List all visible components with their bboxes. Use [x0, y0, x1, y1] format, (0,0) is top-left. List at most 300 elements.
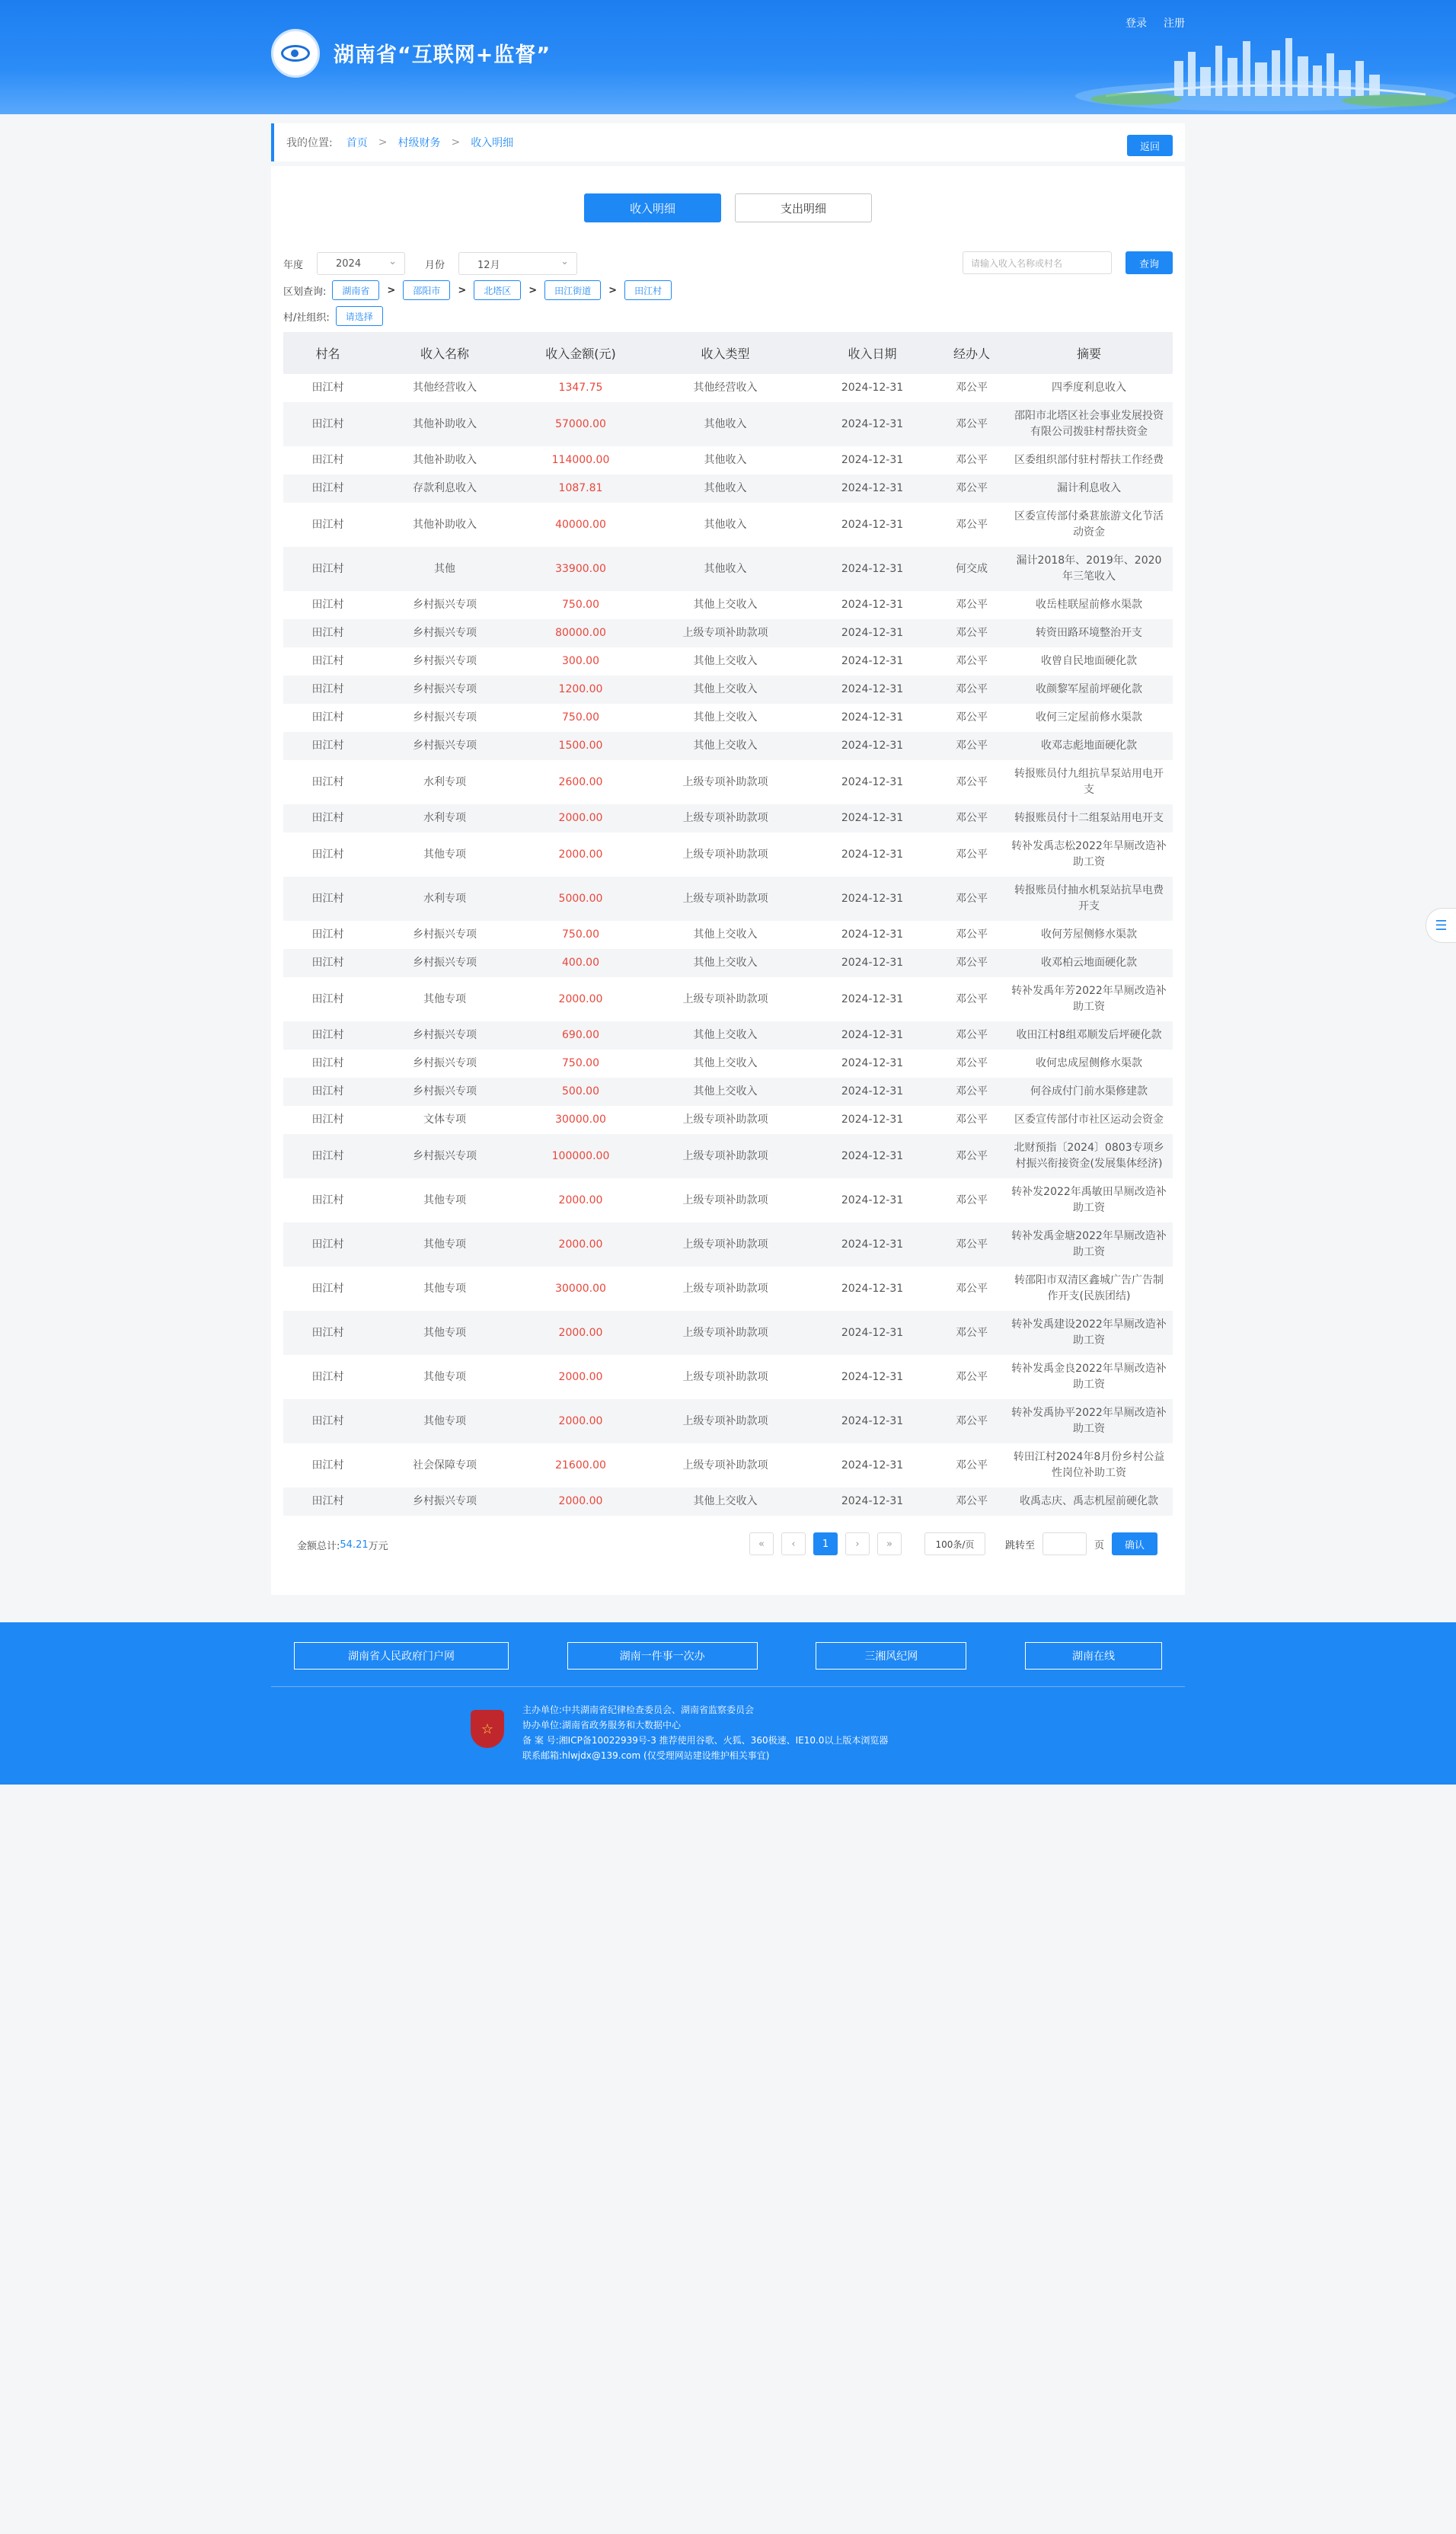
summary-cell: 转报账员付十二组泵站用电开支 — [1005, 804, 1173, 832]
income-type-cell: 上级专项补助款项 — [644, 1222, 806, 1267]
region-tag-district[interactable]: 北塔区 — [474, 280, 521, 300]
amount-cell: 1347.75 — [517, 374, 644, 402]
income-type-cell: 其他上交收入 — [644, 704, 806, 732]
date-cell: 2024-12-31 — [806, 804, 938, 832]
amount-cell: 30000.00 — [517, 1267, 644, 1311]
total-value: 54.21 — [340, 1539, 369, 1551]
region-separator: > — [528, 284, 538, 296]
village-cell: 田江村 — [283, 647, 372, 676]
handler-cell: 邓公平 — [938, 977, 1005, 1021]
summary-cell: 转报账员付抽水机泵站抗旱电费开支 — [1005, 877, 1173, 921]
footer-link-sanxiang[interactable]: 三湘风纪网 — [816, 1642, 966, 1670]
table-row — [283, 949, 1173, 977]
handler-cell: 邓公平 — [938, 1443, 1005, 1487]
handler-cell: 邓公平 — [938, 676, 1005, 704]
amount-cell: 2000.00 — [517, 1311, 644, 1355]
village-cell: 田江村 — [283, 704, 372, 732]
handler-cell: 邓公平 — [938, 1311, 1005, 1355]
village-cell: 田江村 — [283, 1078, 372, 1106]
page-unit-label: 页 — [1094, 1539, 1104, 1551]
date-cell: 2024-12-31 — [806, 1050, 938, 1078]
handler-cell: 邓公平 — [938, 921, 1005, 949]
summary-cell: 收邓志彪地面硬化款 — [1005, 732, 1173, 760]
income-name-cell: 乡村振兴专项 — [372, 1134, 517, 1178]
income-type-cell: 上级专项补助款项 — [644, 1399, 806, 1443]
page-number-button[interactable]: 1 — [813, 1532, 838, 1555]
village-cell: 田江村 — [283, 446, 372, 475]
amount-cell: 2000.00 — [517, 1399, 644, 1443]
table-row — [283, 503, 1173, 547]
income-name-cell: 其他专项 — [372, 1311, 517, 1355]
amount-cell: 690.00 — [517, 1021, 644, 1050]
income-type-cell: 上级专项补助款项 — [644, 977, 806, 1021]
site-header — [0, 0, 1456, 114]
village-cell: 田江村 — [283, 877, 372, 921]
village-cell: 田江村 — [283, 832, 372, 877]
summary-cell: 转田江村2024年8月份乡村公益性岗位补助工资 — [1005, 1443, 1173, 1487]
search-input[interactable]: 请输入收入名称或村名 — [963, 251, 1112, 274]
breadcrumb-label: 我的位置: — [286, 137, 333, 149]
date-cell: 2024-12-31 — [806, 1267, 938, 1311]
handler-cell: 邓公平 — [938, 1355, 1005, 1399]
handler-cell: 邓公平 — [938, 1078, 1005, 1106]
month-label: 月份 — [425, 259, 445, 271]
region-separator: > — [608, 284, 618, 296]
summary-cell: 收田江村8组邓顺发后坪硬化款 — [1005, 1021, 1173, 1050]
column-header: 经办人 — [938, 332, 1005, 374]
date-cell: 2024-12-31 — [806, 475, 938, 503]
table-row — [283, 832, 1173, 877]
date-cell: 2024-12-31 — [806, 1178, 938, 1222]
handler-cell: 邓公平 — [938, 1399, 1005, 1443]
income-type-cell: 上级专项补助款项 — [644, 760, 806, 804]
summary-cell: 漏计利息收入 — [1005, 475, 1173, 503]
amount-cell: 750.00 — [517, 704, 644, 732]
village-cell: 田江村 — [283, 804, 372, 832]
chevron-down-icon: ⌄ — [560, 256, 570, 267]
summary-cell: 转资田路环境整治开支 — [1005, 619, 1173, 647]
income-name-cell: 其他经营收入 — [372, 374, 517, 402]
year-label: 年度 — [283, 259, 304, 271]
pagination — [749, 1532, 1157, 1555]
register-link[interactable]: 注册 — [1164, 18, 1185, 30]
handler-cell: 邓公平 — [938, 1222, 1005, 1267]
date-cell: 2024-12-31 — [806, 704, 938, 732]
amount-cell: 5000.00 — [517, 877, 644, 921]
year-select[interactable] — [317, 252, 405, 275]
income-name-cell: 其他补助收入 — [372, 503, 517, 547]
village-cell: 田江村 — [283, 1106, 372, 1134]
amount-cell: 57000.00 — [517, 402, 644, 446]
amount-cell: 750.00 — [517, 1050, 644, 1078]
amount-cell: 750.00 — [517, 921, 644, 949]
table-row — [283, 1134, 1173, 1178]
date-cell: 2024-12-31 — [806, 1355, 938, 1399]
village-cell: 田江村 — [283, 1050, 372, 1078]
income-name-cell: 乡村振兴专项 — [372, 1021, 517, 1050]
table-row — [283, 921, 1173, 949]
income-type-cell: 其他上交收入 — [644, 647, 806, 676]
summary-cell: 收何芳屋侧修水渠款 — [1005, 921, 1173, 949]
income-type-cell: 其他上交收入 — [644, 1078, 806, 1106]
back-button[interactable]: 返回 — [1127, 135, 1173, 156]
footer-link-one-thing[interactable]: 湖南一件事一次办 — [567, 1642, 758, 1670]
amount-cell: 100000.00 — [517, 1134, 644, 1178]
village-cell: 田江村 — [283, 1311, 372, 1355]
jump-page-input[interactable] — [1043, 1532, 1087, 1555]
amount-cell: 40000.00 — [517, 503, 644, 547]
date-cell: 2024-12-31 — [806, 446, 938, 475]
village-cell: 田江村 — [283, 591, 372, 619]
date-cell: 2024-12-31 — [806, 1106, 938, 1134]
income-name-cell: 乡村振兴专项 — [372, 732, 517, 760]
footer-icp: 备 案 号:湘ICP备10022939号-3 推荐使用谷歌、火狐、360极速、IE10.0以上版本浏览器 — [522, 1735, 889, 1746]
summary-cell: 收颜黎军屋前坪硬化款 — [1005, 676, 1173, 704]
first-page-button[interactable]: « — [749, 1532, 774, 1555]
income-name-cell: 其他补助收入 — [372, 402, 517, 446]
date-cell: 2024-12-31 — [806, 1078, 938, 1106]
income-type-cell: 其他上交收入 — [644, 1021, 806, 1050]
amount-cell: 2000.00 — [517, 977, 644, 1021]
tab-income-detail[interactable]: 收入明细 — [584, 193, 721, 222]
column-header: 收入日期 — [806, 332, 938, 374]
income-type-cell: 其他上交收入 — [644, 1050, 806, 1078]
village-cell: 田江村 — [283, 374, 372, 402]
income-name-cell: 乡村振兴专项 — [372, 676, 517, 704]
amount-cell: 1200.00 — [517, 676, 644, 704]
summary-cell: 漏计2018年、2019年、2020年三笔收入 — [1005, 547, 1173, 591]
income-name-cell: 文体专项 — [372, 1106, 517, 1134]
summary-cell: 区委组织部付驻村帮扶工作经费 — [1005, 446, 1173, 475]
table-row — [283, 877, 1173, 921]
total-label: 金额总计: — [297, 1540, 340, 1552]
summary-cell: 区委宣传部付桑葚旅游文化节活动资金 — [1005, 503, 1173, 547]
village-cell: 田江村 — [283, 732, 372, 760]
income-name-cell: 乡村振兴专项 — [372, 1078, 517, 1106]
breadcrumb-separator: > — [451, 136, 461, 149]
page-size-select[interactable]: 100条/页 — [924, 1532, 985, 1555]
handler-cell: 邓公平 — [938, 1106, 1005, 1134]
income-name-cell: 其他专项 — [372, 1355, 517, 1399]
handler-cell: 邓公平 — [938, 591, 1005, 619]
table-row — [283, 475, 1173, 503]
income-name-cell: 水利专项 — [372, 877, 517, 921]
income-type-cell: 上级专项补助款项 — [644, 1355, 806, 1399]
login-link[interactable]: 登录 — [1126, 18, 1147, 30]
breadcrumb — [271, 123, 1185, 161]
date-cell: 2024-12-31 — [806, 949, 938, 977]
date-cell: 2024-12-31 — [806, 732, 938, 760]
income-table — [283, 332, 1173, 1516]
income-name-cell: 其他专项 — [372, 1222, 517, 1267]
income-name-cell: 其他专项 — [372, 1399, 517, 1443]
table-row — [283, 760, 1173, 804]
village-cell: 田江村 — [283, 1443, 372, 1487]
handler-cell: 邓公平 — [938, 832, 1005, 877]
region-separator: > — [458, 284, 467, 296]
handler-cell: 邓公平 — [938, 1021, 1005, 1050]
income-type-cell: 其他收入 — [644, 402, 806, 446]
amount-cell: 2600.00 — [517, 760, 644, 804]
month-select-value: 12月 — [477, 259, 500, 271]
village-cell: 田江村 — [283, 977, 372, 1021]
table-row — [283, 1178, 1173, 1222]
region-tag-city[interactable]: 邵阳市 — [403, 280, 450, 300]
village-cell: 田江村 — [283, 676, 372, 704]
amount-cell: 2000.00 — [517, 1222, 644, 1267]
table-row — [283, 402, 1173, 446]
date-cell: 2024-12-31 — [806, 503, 938, 547]
side-toolbar-list-icon[interactable]: ☰ — [1426, 908, 1456, 943]
table-row — [283, 1222, 1173, 1267]
income-type-cell: 上级专项补助款项 — [644, 1134, 806, 1178]
handler-cell: 邓公平 — [938, 949, 1005, 977]
income-type-cell: 上级专项补助款项 — [644, 1311, 806, 1355]
date-cell: 2024-12-31 — [806, 547, 938, 591]
summary-cell: 转补发禹协平2022年旱厕改造补助工资 — [1005, 1399, 1173, 1443]
handler-cell: 邓公平 — [938, 704, 1005, 732]
income-type-cell: 上级专项补助款项 — [644, 619, 806, 647]
income-type-cell: 其他上交收入 — [644, 732, 806, 760]
summary-cell: 收何忠成屋侧修水渠款 — [1005, 1050, 1173, 1078]
table-row — [283, 1355, 1173, 1399]
summary-cell: 转补发禹志松2022年旱厕改造补助工资 — [1005, 832, 1173, 877]
handler-cell: 邓公平 — [938, 732, 1005, 760]
income-type-cell: 其他上交收入 — [644, 949, 806, 977]
table-row — [283, 1487, 1173, 1516]
amount-cell: 2000.00 — [517, 832, 644, 877]
income-name-cell: 其他专项 — [372, 832, 517, 877]
handler-cell: 邓公平 — [938, 503, 1005, 547]
amount-cell: 1500.00 — [517, 732, 644, 760]
summary-cell: 收岳桂联屋前修水渠款 — [1005, 591, 1173, 619]
amount-cell: 2000.00 — [517, 1487, 644, 1516]
income-name-cell: 乡村振兴专项 — [372, 647, 517, 676]
prev-page-button[interactable]: ‹ — [781, 1532, 806, 1555]
date-cell: 2024-12-31 — [806, 877, 938, 921]
table-row — [283, 1267, 1173, 1311]
income-name-cell: 乡村振兴专项 — [372, 591, 517, 619]
village-cell: 田江村 — [283, 1021, 372, 1050]
income-type-cell: 其他上交收入 — [644, 591, 806, 619]
village-cell: 田江村 — [283, 921, 372, 949]
summary-cell: 收邓柏云地面硬化款 — [1005, 949, 1173, 977]
site-title: 湖南省“互联网+监督” — [334, 43, 551, 67]
income-type-cell: 上级专项补助款项 — [644, 804, 806, 832]
summary-cell: 北财预指〔2024〕0803专项乡村振兴衔接资金(发展集体经济) — [1005, 1134, 1173, 1178]
income-type-cell: 上级专项补助款项 — [644, 1443, 806, 1487]
table-row — [283, 374, 1173, 402]
date-cell: 2024-12-31 — [806, 1311, 938, 1355]
summary-cell: 区委宣传部付市社区运动会资金 — [1005, 1106, 1173, 1134]
village-cell: 田江村 — [283, 547, 372, 591]
village-cell: 田江村 — [283, 1399, 372, 1443]
amount-cell: 33900.00 — [517, 547, 644, 591]
date-cell: 2024-12-31 — [806, 591, 938, 619]
income-name-cell: 乡村振兴专项 — [372, 949, 517, 977]
summary-cell: 转补发禹年芳2022年旱厕改造补助工资 — [1005, 977, 1173, 1021]
village-org-select[interactable]: 请选择 — [336, 306, 383, 326]
table-header-row — [283, 332, 1173, 374]
footer-email: 联系邮箱:hlwjdx@139.com (仅受理网站建设维护相关事宜) — [522, 1750, 770, 1761]
income-name-cell: 社会保障专项 — [372, 1443, 517, 1487]
date-cell: 2024-12-31 — [806, 676, 938, 704]
date-cell: 2024-12-31 — [806, 1134, 938, 1178]
column-header: 摘要 — [1005, 332, 1173, 374]
income-type-cell: 上级专项补助款项 — [644, 832, 806, 877]
jump-label: 跳转至 — [1004, 1539, 1035, 1551]
summary-cell: 转补发禹金塘2022年旱厕改造补助工资 — [1005, 1222, 1173, 1267]
handler-cell: 邓公平 — [938, 446, 1005, 475]
village-cell: 田江村 — [283, 760, 372, 804]
village-cell: 田江村 — [283, 402, 372, 446]
table-row — [283, 804, 1173, 832]
handler-cell: 邓公平 — [938, 1050, 1005, 1078]
amount-cell: 2000.00 — [517, 1178, 644, 1222]
handler-cell: 邓公平 — [938, 402, 1005, 446]
footer-link-hunan-online[interactable]: 湖南在线 — [1025, 1642, 1162, 1670]
column-header: 收入金额(元) — [517, 332, 644, 374]
summary-cell: 四季度利息收入 — [1005, 374, 1173, 402]
income-name-cell: 其他专项 — [372, 1178, 517, 1222]
footer-host: 主办单位:中共湖南省纪律检查委员会、湖南省监察委员会 — [522, 1705, 755, 1715]
income-name-cell: 其他专项 — [372, 977, 517, 1021]
table-row — [283, 1078, 1173, 1106]
summary-cell: 转补发2022年禹敏田旱厕改造补助工资 — [1005, 1178, 1173, 1222]
amount-cell: 114000.00 — [517, 446, 644, 475]
amount-cell: 30000.00 — [517, 1106, 644, 1134]
date-cell: 2024-12-31 — [806, 619, 938, 647]
handler-cell: 邓公平 — [938, 760, 1005, 804]
date-cell: 2024-12-31 — [806, 832, 938, 877]
amount-cell: 1087.81 — [517, 475, 644, 503]
income-name-cell: 水利专项 — [372, 760, 517, 804]
income-type-cell: 上级专项补助款项 — [644, 1267, 806, 1311]
search-button[interactable]: 查询 — [1126, 251, 1173, 274]
amount-cell: 80000.00 — [517, 619, 644, 647]
summary-cell: 转报账员付九组抗旱泵站用电开支 — [1005, 760, 1173, 804]
emblem-icon: ☆ — [471, 1710, 504, 1748]
total-unit: 万元 — [368, 1540, 388, 1552]
jump-confirm-button[interactable]: 确认 — [1112, 1532, 1157, 1555]
table-row — [283, 977, 1173, 1021]
village-cell: 田江村 — [283, 503, 372, 547]
handler-cell: 邓公平 — [938, 877, 1005, 921]
amount-cell: 500.00 — [517, 1078, 644, 1106]
date-cell: 2024-12-31 — [806, 760, 938, 804]
income-type-cell: 其他上交收入 — [644, 921, 806, 949]
table-row — [283, 1399, 1173, 1443]
date-cell: 2024-12-31 — [806, 374, 938, 402]
village-cell: 田江村 — [283, 475, 372, 503]
table-row — [283, 704, 1173, 732]
region-tag-village[interactable]: 田江村 — [624, 280, 672, 300]
income-type-cell: 其他收入 — [644, 475, 806, 503]
region-tag-province[interactable]: 湖南省 — [332, 280, 379, 300]
main-panel — [271, 166, 1185, 1595]
income-name-cell: 其他补助收入 — [372, 446, 517, 475]
summary-cell: 转补发禹金良2022年旱厕改造补助工资 — [1005, 1355, 1173, 1399]
summary-cell: 收何三定屋前修水渠款 — [1005, 704, 1173, 732]
table-row — [283, 1443, 1173, 1487]
amount-cell: 2000.00 — [517, 804, 644, 832]
income-name-cell: 乡村振兴专项 — [372, 1487, 517, 1516]
year-select-value: 2024 — [336, 257, 362, 270]
handler-cell: 邓公平 — [938, 374, 1005, 402]
table-row — [283, 1021, 1173, 1050]
table-row — [283, 647, 1173, 676]
village-cell: 田江村 — [283, 1487, 372, 1516]
region-label: 区划查询: — [283, 286, 327, 298]
breadcrumb-home[interactable]: 首页 — [346, 137, 368, 149]
month-select[interactable] — [458, 252, 577, 275]
site-logo-icon — [271, 29, 320, 78]
date-cell: 2024-12-31 — [806, 1487, 938, 1516]
handler-cell: 邓公平 — [938, 1134, 1005, 1178]
income-name-cell: 其他 — [372, 547, 517, 591]
summary-cell: 收禹志庆、禹志机屋前硬化款 — [1005, 1487, 1173, 1516]
amount-cell: 2000.00 — [517, 1355, 644, 1399]
next-page-button[interactable]: › — [845, 1532, 870, 1555]
income-name-cell: 乡村振兴专项 — [372, 1050, 517, 1078]
income-name-cell: 乡村振兴专项 — [372, 921, 517, 949]
table-row — [283, 676, 1173, 704]
village-org-label: 村/社组织: — [283, 312, 330, 324]
handler-cell: 邓公平 — [938, 647, 1005, 676]
last-page-button[interactable]: » — [877, 1532, 902, 1555]
table-row — [283, 619, 1173, 647]
handler-cell: 邓公平 — [938, 804, 1005, 832]
footer-link-gov-portal[interactable]: 湖南省人民政府门户网 — [294, 1642, 509, 1670]
tab-expense-detail[interactable]: 支出明细 — [735, 193, 872, 222]
date-cell: 2024-12-31 — [806, 1399, 938, 1443]
handler-cell: 邓公平 — [938, 1267, 1005, 1311]
date-cell: 2024-12-31 — [806, 1443, 938, 1487]
region-separator: > — [387, 284, 396, 296]
income-name-cell: 存款利息收入 — [372, 475, 517, 503]
village-cell: 田江村 — [283, 1134, 372, 1178]
column-header: 收入类型 — [644, 332, 806, 374]
breadcrumb-village-finance[interactable]: 村级财务 — [398, 137, 441, 149]
income-type-cell: 上级专项补助款项 — [644, 1178, 806, 1222]
site-footer — [0, 1622, 1456, 1785]
income-type-cell: 上级专项补助款项 — [644, 877, 806, 921]
village-cell: 田江村 — [283, 1267, 372, 1311]
income-type-cell: 其他上交收入 — [644, 1487, 806, 1516]
handler-cell: 邓公平 — [938, 1487, 1005, 1516]
table-row — [283, 1050, 1173, 1078]
table-row — [283, 1106, 1173, 1134]
village-cell: 田江村 — [283, 1178, 372, 1222]
village-cell: 田江村 — [283, 1355, 372, 1399]
table-row — [283, 1311, 1173, 1355]
income-name-cell: 其他专项 — [372, 1267, 517, 1311]
table-row — [283, 446, 1173, 475]
amount-cell: 21600.00 — [517, 1443, 644, 1487]
handler-cell: 何交成 — [938, 547, 1005, 591]
date-cell: 2024-12-31 — [806, 647, 938, 676]
income-type-cell: 上级专项补助款项 — [644, 1106, 806, 1134]
income-type-cell: 其他上交收入 — [644, 676, 806, 704]
date-cell: 2024-12-31 — [806, 402, 938, 446]
region-tag-street[interactable]: 田江街道 — [544, 280, 601, 300]
chevron-down-icon: ⌄ — [388, 256, 398, 267]
breadcrumb-income-detail[interactable]: 收入明细 — [471, 137, 514, 149]
table-row — [283, 732, 1173, 760]
summary-cell: 收曾自民地面硬化款 — [1005, 647, 1173, 676]
income-name-cell: 乡村振兴专项 — [372, 704, 517, 732]
summary-cell: 邵阳市北塔区社会事业发展投资有限公司拨驻村帮扶资金 — [1005, 402, 1173, 446]
